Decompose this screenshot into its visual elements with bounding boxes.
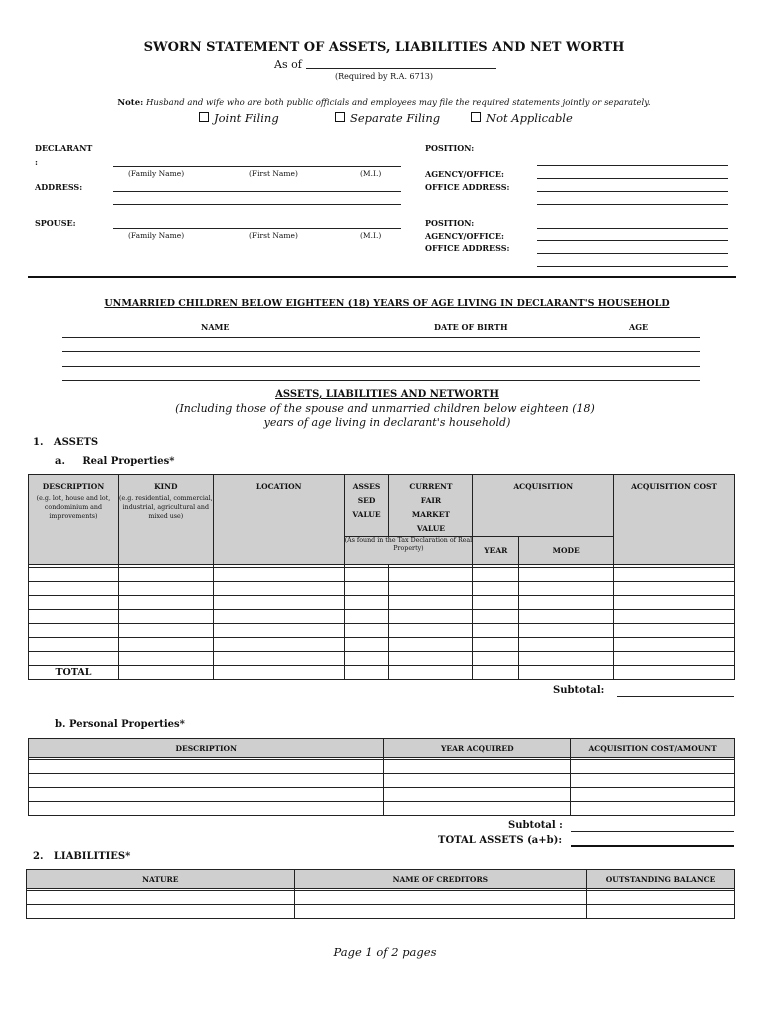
table-row[interactable]: [29, 802, 735, 816]
spouse-agency-field[interactable]: [537, 240, 728, 241]
declarant-office-address-label: OFFICE ADDRESS:: [425, 182, 510, 192]
spouse-position-field[interactable]: [537, 228, 728, 229]
kind-note: (e.g. residential, commercial, industrial, agricultural and mixed use): [119, 495, 213, 520]
note: [0, 98, 768, 108]
table-row[interactable]: [29, 638, 735, 652]
table-row[interactable]: [29, 652, 735, 666]
declarant-office-address-field-1[interactable]: [537, 191, 728, 192]
children-col-dob: DATE OF BIRTH: [434, 322, 508, 332]
declarant-agency-label: AGENCY/OFFICE:: [425, 169, 504, 179]
description-note: (e.g. lot, house and lot, condominium and improvements): [36, 495, 111, 520]
col-acquisition-cost: ACQUISITION COST: [614, 475, 735, 565]
liabilities-heading: 2. LIABILITIES*: [33, 851, 131, 862]
real-properties-heading: a. Real Properties*: [55, 456, 175, 467]
personal-subtotal-field[interactable]: [571, 831, 734, 832]
col-name-of-creditors: NAME OF CREDITORS: [294, 870, 587, 889]
col-acquisition: ACQUISITION: [473, 475, 614, 537]
spouse-office-address-label: OFFICE ADDRESS:: [425, 243, 510, 253]
col-kind: KIND (e.g. residential, commercial, industrial, agricultural and mixed use): [118, 475, 213, 565]
tax-declaration-note: (As found in the Tax Declaration of Real Property): [344, 537, 473, 565]
declarant-office-address-field-2[interactable]: [537, 204, 728, 205]
children-heading: UNMARRIED CHILDREN BELOW EIGHTEEN (18) YEARS OF AGE LIVING IN DECLARANT'S HOUSEHOLD: [104, 298, 670, 309]
note-label: Note:: [117, 98, 144, 108]
page-number: Page 1 of 2 pages: [333, 945, 437, 959]
child-row-1[interactable]: [62, 337, 700, 338]
declarant-colon: :: [35, 157, 38, 167]
col-year-acquired: YEAR ACQUIRED: [384, 739, 571, 758]
spouse-office-address-field-2[interactable]: [537, 266, 728, 267]
joint-filing-checkbox[interactable]: [199, 112, 209, 122]
separate-filing-label: Separate Filing: [350, 111, 441, 125]
table-row[interactable]: [29, 788, 735, 802]
alnw-heading: ASSETS, LIABILITIES AND NETWORTH: [275, 389, 499, 400]
spouse-name-field[interactable]: [113, 228, 401, 229]
table-row[interactable]: [27, 891, 735, 905]
col-mode: MODE: [519, 537, 614, 565]
total-row: [29, 666, 735, 680]
col-description: DESCRIPTION (e.g. lot, house and lot, condominium and improvements): [29, 475, 119, 565]
spouse-mi-caption: (M.I.): [360, 231, 382, 240]
spouse-label: SPOUSE:: [35, 218, 76, 228]
personal-subtotal-label: Subtotal :: [508, 820, 563, 831]
spouse-first-name-caption: (First Name): [249, 231, 298, 240]
declarant-address-label: ADDRESS:: [35, 182, 83, 192]
alnw-subtitle-1: (Including those of the spouse and unmarried children below eighteen (18): [175, 402, 595, 415]
as-of-label: As of: [274, 58, 302, 71]
col-outstanding-balance: OUTSTANDING BALANCE: [587, 870, 735, 889]
col-current-fair-market-value: CURRENT FAIR MARKET VALUE: [389, 475, 473, 537]
declarant-agency-field[interactable]: [537, 178, 728, 179]
spouse-position-label: POSITION:: [425, 218, 475, 228]
child-row-2[interactable]: [62, 351, 700, 352]
col-assessed-value: ASSES SED VALUE: [344, 475, 389, 537]
total-assets-label: TOTAL ASSETS (a+b):: [438, 835, 563, 846]
alnw-subtitle-2: years of age living in declarant's household): [263, 416, 511, 429]
personal-properties-table: [28, 738, 735, 816]
table-row[interactable]: [29, 774, 735, 788]
assets-heading: 1. ASSETS: [33, 437, 99, 448]
total-label: TOTAL: [29, 666, 119, 680]
joint-filing-option[interactable]: [199, 111, 279, 125]
note-text: Husband and wife who are both public officials and employees may file the required statements jointly or separately.: [145, 98, 651, 108]
personal-properties-heading: b. Personal Properties*: [55, 719, 185, 730]
col-year: YEAR: [473, 537, 519, 565]
real-subtotal-label: Subtotal:: [553, 685, 605, 696]
required-by-law: (Required by R.A. 6713): [334, 72, 434, 81]
form-title: SWORN STATEMENT OF ASSETS, LIABILITIES AND NET WORTH: [143, 40, 625, 55]
table-row[interactable]: [29, 760, 735, 774]
child-row-4[interactable]: [62, 380, 700, 381]
total-assets-field[interactable]: [571, 845, 734, 847]
separate-filing-checkbox[interactable]: [335, 112, 345, 122]
table-row[interactable]: [29, 624, 735, 638]
spouse-office-address-field-1[interactable]: [537, 253, 728, 254]
declarant-label: DECLARANT: [35, 143, 93, 153]
spouse-agency-label: AGENCY/OFFICE:: [425, 231, 504, 241]
not-applicable-option[interactable]: [471, 111, 573, 125]
declarant-address-field-1[interactable]: [113, 191, 401, 192]
children-col-age: AGE: [629, 322, 649, 332]
real-properties-table: [28, 474, 735, 680]
joint-filing-label: Joint Filing: [214, 111, 279, 125]
declarant-family-name-caption: (Family Name): [128, 169, 185, 178]
table-row[interactable]: [29, 568, 735, 582]
real-subtotal-field[interactable]: [617, 696, 734, 697]
children-col-name: NAME: [201, 322, 230, 332]
declarant-name-field[interactable]: [113, 166, 401, 167]
not-applicable-label: Not Applicable: [486, 111, 573, 125]
separate-filing-option[interactable]: [335, 111, 440, 125]
declarant-mi-caption: (M.I.): [360, 169, 382, 178]
section-divider: [28, 276, 736, 278]
spouse-family-name-caption: (Family Name): [128, 231, 185, 240]
declarant-position-label: POSITION:: [425, 143, 475, 153]
declarant-address-field-2[interactable]: [113, 204, 401, 205]
table-row[interactable]: [29, 582, 735, 596]
col-personal-description: DESCRIPTION: [29, 739, 384, 758]
not-applicable-checkbox[interactable]: [471, 112, 481, 122]
as-of-date-field[interactable]: [306, 68, 496, 69]
child-row-3[interactable]: [62, 366, 700, 367]
declarant-first-name-caption: (First Name): [249, 169, 298, 178]
col-location: LOCATION: [213, 475, 344, 565]
liabilities-table: [26, 869, 735, 919]
declarant-position-field[interactable]: [537, 165, 728, 166]
col-acquisition-cost-amount: ACQUISITION COST/AMOUNT: [571, 739, 735, 758]
table-row[interactable]: [29, 596, 735, 610]
table-row[interactable]: [27, 905, 735, 919]
table-row[interactable]: [29, 610, 735, 624]
col-nature: NATURE: [27, 870, 295, 889]
